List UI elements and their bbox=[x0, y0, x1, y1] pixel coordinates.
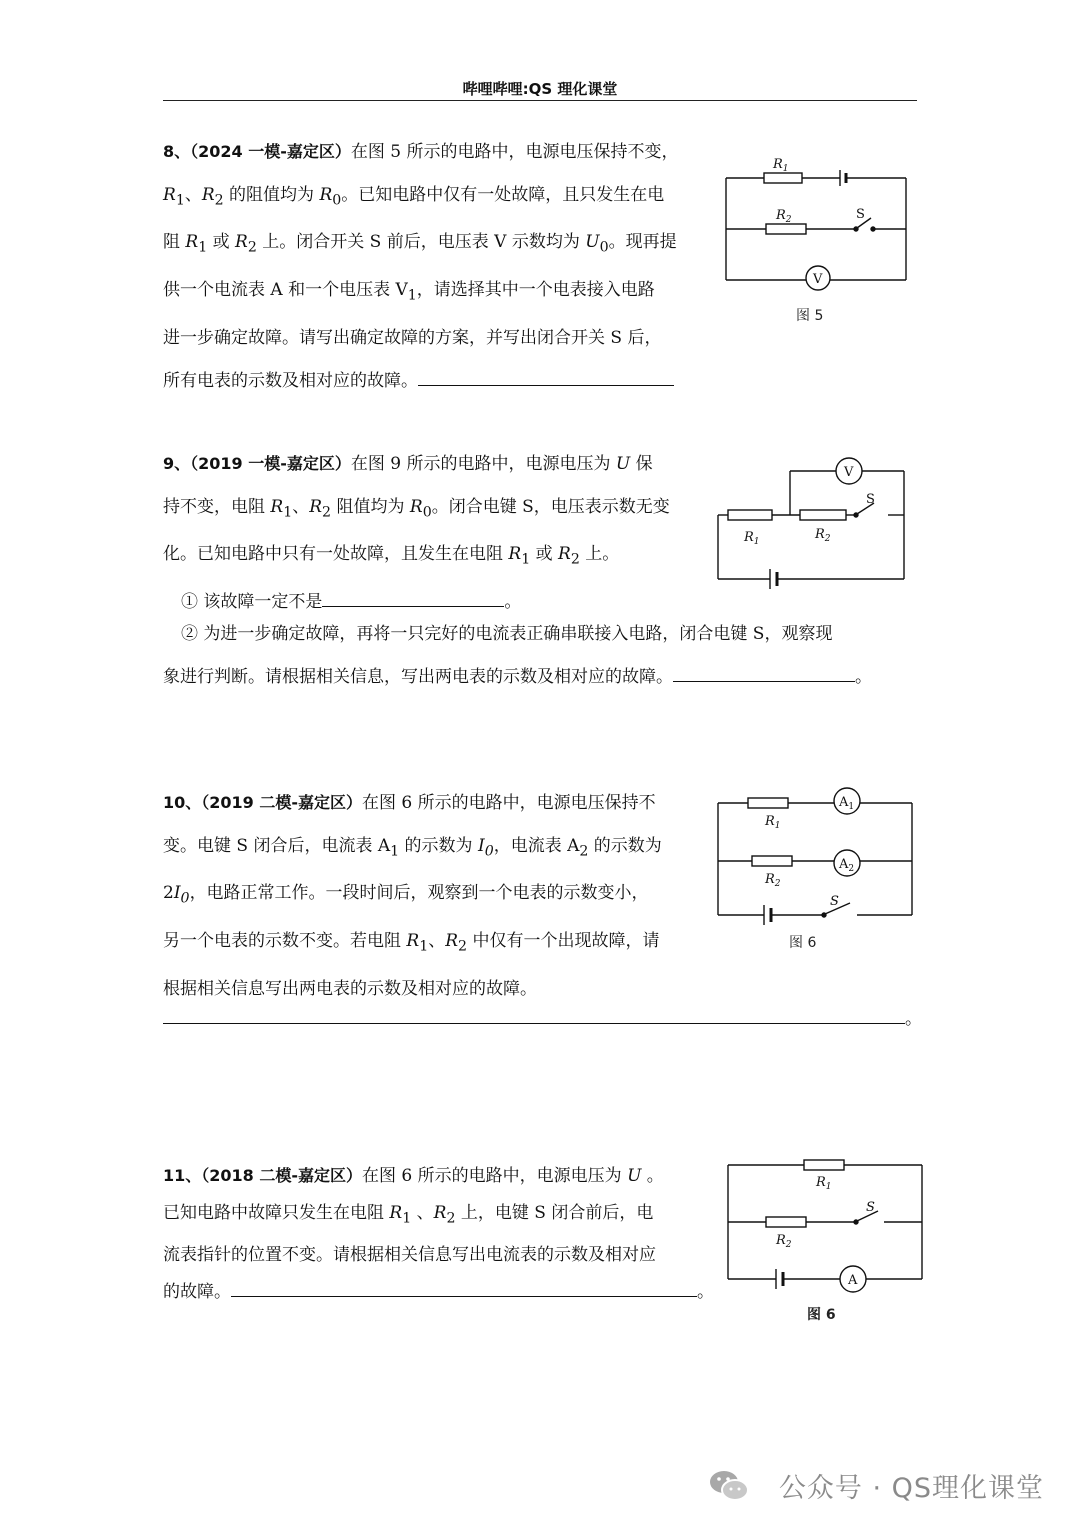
q11-line-4: 的故障。 。 bbox=[163, 1274, 723, 1311]
q10-line-3: $2I_0$，电路正常工作。一段时间后，观察到一个电表的示数变小， bbox=[163, 883, 649, 907]
q9-line-2: 持不变，电阻 $R_1$、$R_2$ 阻值均为 $R_0$。闭合电键 S，电压表示数无变 bbox=[163, 496, 670, 520]
q8-answer-blank[interactable] bbox=[418, 365, 674, 386]
question-11 bbox=[163, 1157, 723, 1311]
q8-figure-caption: 图 5 bbox=[796, 308, 824, 324]
q9-line-1: 9、（2019 一模-嘉定区）在图 9 所示的电路中，电源电压为 U 保 bbox=[163, 454, 653, 474]
q10-line-2: 变。电键 S 闭合后，电流表 $A_1$ 的示数为 $I_0$，电流表 $A_2$ 的示数为 bbox=[163, 835, 662, 859]
q8-line-5: 进一步确定故障。请写出确定故障的方案，并写出闭合开关 S 后， bbox=[163, 328, 662, 349]
q8-fig-voltmeter-label: V bbox=[813, 272, 823, 287]
question-10 bbox=[163, 782, 723, 1011]
q11-fig-r2-label: $R_2$ bbox=[776, 1233, 792, 1250]
q8-line-3: 阻 $R_1$ 或 $R_2$ 上。闭合开关 S 前后，电压表 V 示数均为 $U_0$。现再提 bbox=[163, 232, 677, 256]
q8-circuit-figure bbox=[720, 150, 920, 330]
q9-circuit-figure bbox=[712, 455, 912, 595]
q8-line-1: 8、（2024 一模-嘉定区）在图 5 所示的电路中，电源电压保持不变， bbox=[163, 142, 679, 162]
q11-circuit-figure bbox=[722, 1155, 932, 1295]
q8-fig-r1-label: $R_1$ bbox=[773, 157, 789, 174]
q11-source: （2018 二模-嘉定区） bbox=[201, 1166, 363, 1185]
q10-fig-r1-label: $R_1$ bbox=[765, 814, 781, 831]
question-8 bbox=[163, 131, 723, 402]
q8-fig-switch-label: S bbox=[856, 207, 865, 222]
q11-fig-switch-label: S bbox=[866, 1200, 875, 1215]
q8-number: 8、 bbox=[163, 142, 191, 161]
q9-fig-r2-label: $R_2$ bbox=[815, 527, 831, 544]
q11-line-3: 流表指针的位置不变。请根据相关信息写出电流表的示数及相对应 bbox=[163, 1245, 656, 1266]
q9-line-6: 象进行判断。请根据相关信息，写出两电表的示数及相对应的故障。 。 bbox=[163, 656, 923, 699]
q11-figure-caption: 图 6 bbox=[807, 1307, 836, 1323]
q9-line-5: ② 为进一步确定故障，再将一只完好的电流表正确串联接入电路，闭合电键 S，观察现 bbox=[181, 624, 833, 644]
wechat-icon bbox=[708, 1468, 750, 1504]
q10-line-5: 根据相关信息写出两电表的示数及相对应的故障。 bbox=[163, 979, 537, 1000]
header-divider bbox=[163, 100, 917, 101]
q8-line-4: 供一个电流表 A 和一个电压表 $V_1$，请选择其中一个电表接入电路 bbox=[163, 280, 655, 304]
q9-fig-voltmeter-label: V bbox=[844, 465, 854, 480]
q9-part-2 bbox=[163, 613, 923, 698]
q10-fig-a1-label: $A_1$ bbox=[839, 795, 855, 812]
q8-line-6: 所有电表的示数及相对应的故障。 bbox=[163, 360, 723, 403]
q9-answer-blank-1[interactable] bbox=[322, 586, 504, 607]
q10-circuit-figure bbox=[712, 785, 922, 930]
q10-answer-line: 。 bbox=[163, 998, 923, 1041]
q10-source: （2019 二模-嘉定区） bbox=[201, 793, 363, 812]
q10-fig-switch-label: S bbox=[830, 894, 839, 909]
q11-line-1: 11、（2018 二模-嘉定区）在图 6 所示的电路中，电源电压为 U 。 bbox=[163, 1166, 664, 1186]
q9-line-3: 化。已知电路中只有一处故障，且发生在电阻 $R_1$ 或 $R_2$ 上。 bbox=[163, 544, 620, 568]
q10-fig-a2-label: $A_2$ bbox=[839, 857, 855, 874]
q8-fig-r2-label: $R_2$ bbox=[776, 208, 792, 225]
q10-fig-r2-label: $R_2$ bbox=[765, 872, 781, 889]
q10-line-1: 10、（2019 二模-嘉定区）在图 6 所示的电路中，电源电压保持不 bbox=[163, 793, 656, 813]
q10-line-4: 另一个电表的示数不变。若电阻 $R_1$、$R_2$ 中仅有一个出现故障，请 bbox=[163, 931, 660, 955]
question-9 bbox=[163, 443, 723, 624]
q8-source: （2024 一模-嘉定区） bbox=[190, 142, 351, 161]
q10-figure-caption: 图 6 bbox=[789, 935, 817, 951]
q11-fig-ammeter-label: A bbox=[848, 1273, 858, 1288]
q9-answer-blank-2[interactable] bbox=[673, 661, 855, 682]
q9-source: （2019 一模-嘉定区） bbox=[190, 454, 351, 473]
q10-answer-blank[interactable] bbox=[163, 1003, 905, 1024]
watermark-text: 公众号 · QS理化课堂 bbox=[778, 1473, 1044, 1504]
q11-answer-blank[interactable] bbox=[231, 1276, 697, 1297]
q9-fig-switch-label: S bbox=[866, 492, 875, 507]
q11-line-2: 已知电路中故障只发生在电阻 $R_1$ 、$R_2$ 上，电键 S 闭合前后，电 bbox=[163, 1203, 654, 1227]
q8-line-2: $R_1$、$R_2$ 的阻值均为 $R_0$。已知电路中仅有一处故障，且只发生在电 bbox=[163, 184, 665, 208]
page-header: 哔哩哔哩:QS 理化课堂 bbox=[462, 80, 618, 98]
q9-line-4: ① 该故障一定不是 。 bbox=[163, 581, 723, 624]
q9-fig-r1-label: $R_1$ bbox=[744, 530, 760, 547]
q11-fig-r1-label: $R_1$ bbox=[816, 1175, 832, 1192]
